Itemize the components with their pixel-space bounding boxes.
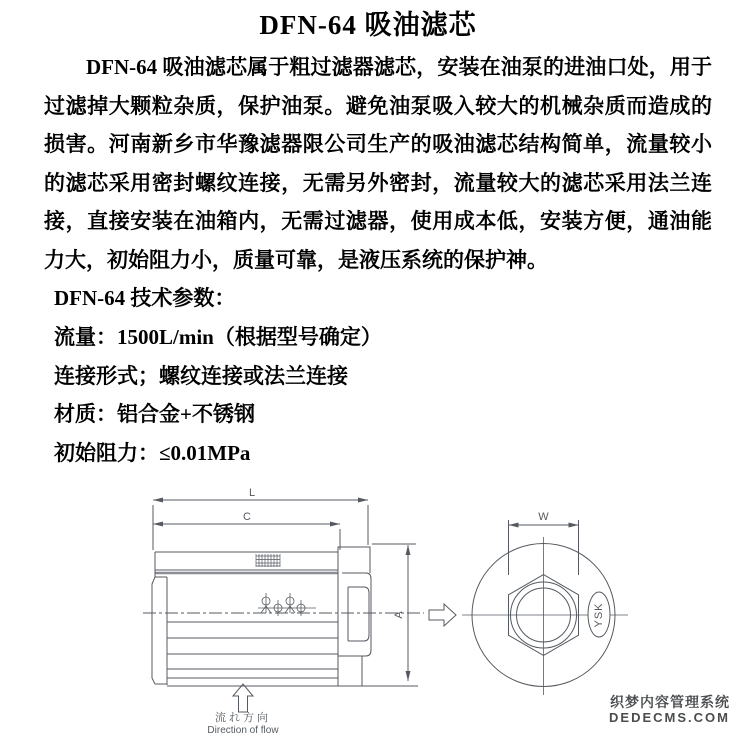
brand-mark-ysk: YSK [593, 602, 605, 628]
watermark-line2: DEDECMS.COM [609, 710, 730, 725]
outlet-arrow-icon [429, 604, 456, 626]
dimension-label-a: A [393, 611, 405, 619]
strainer-symbol [258, 593, 316, 616]
filter-pleats [167, 622, 418, 686]
watermark [609, 695, 730, 725]
dimension-label-w: W [538, 511, 549, 523]
watermark-line1: 织梦内容管理系统 [610, 694, 730, 710]
flow-direction-arrow-icon [233, 684, 253, 712]
hex-fitting-side [338, 547, 371, 686]
dimension-label-c: C [243, 511, 251, 523]
mesh-hatch-symbol [256, 554, 280, 567]
spec-material: 材质：铝合金+不锈钢 [54, 402, 255, 427]
dimension-c [153, 522, 340, 551]
filter-body-outline [155, 552, 338, 686]
flow-direction-label-en: Direction of flow [207, 725, 279, 736]
dimension-label-l: L [248, 487, 256, 499]
specs-heading: DFN-64 技术参数： [54, 286, 236, 310]
page-title: DFN-64 吸油滤芯 [259, 10, 477, 40]
flow-direction-label-jp: 流れ方向 [215, 712, 271, 724]
spec-connection-type: 连接形式；螺纹连接或法兰连接 [54, 363, 348, 388]
spec-flow-rate: 流量：1500L/min（根据型号确定） [54, 324, 382, 349]
spec-initial-resistance: 初始阻力：≤0.01MPa [54, 441, 251, 466]
body-paragraph: DFN-64 吸油滤芯属于粗过滤器滤芯，安装在油泵的进油口处，用于过滤掉大颗粒杂质，保护油泵。避免油泵吸入较大的机械杂质而造成的损害。河南新乡市华豫滤器限公司生产的吸油滤芯结构简单，流量较小的滤芯采用密封螺纹连接，无需另外密封，流量较大的滤芯采用法兰连接，直接安装在油箱内，无需过滤器，使用成本低，安装方便，通油能力大，初始阻力小，质量可靠，是液压系统的保护神。 [44, 55, 712, 272]
left-end-cap [152, 577, 167, 685]
